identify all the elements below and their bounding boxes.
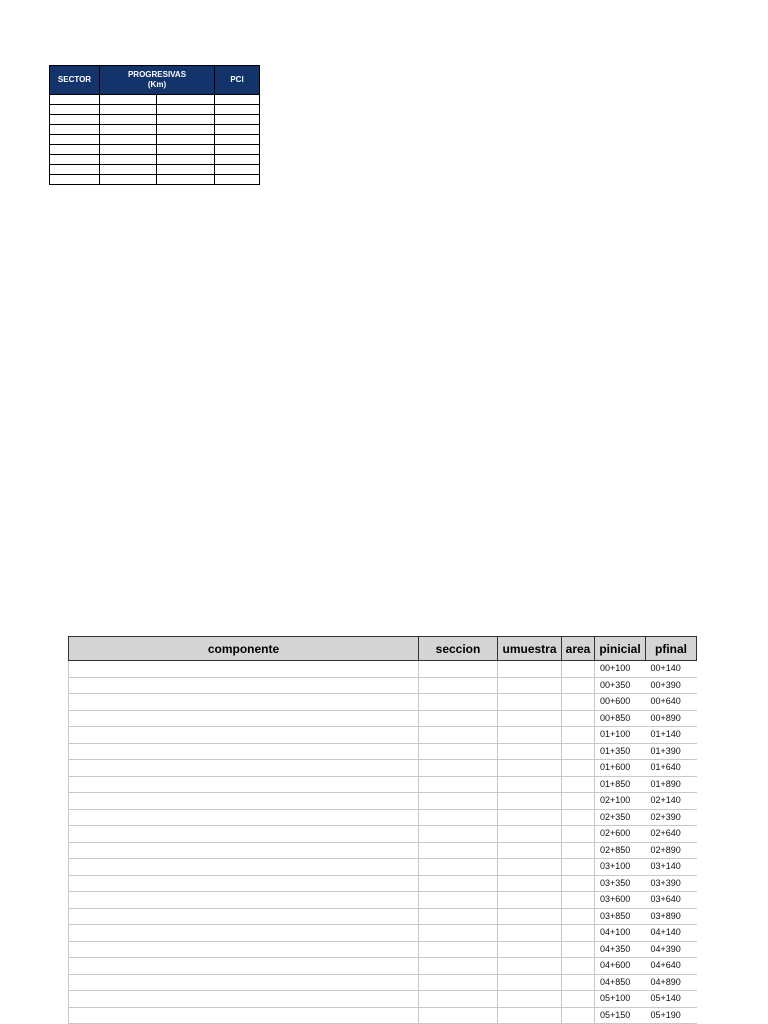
area-cell[interactable]	[562, 743, 595, 760]
seccion-cell[interactable]	[419, 941, 498, 958]
sector-table-header-row	[50, 66, 260, 95]
table-row	[69, 892, 697, 909]
area-cell[interactable]	[562, 941, 595, 958]
table-cell[interactable]	[100, 135, 157, 145]
seccion-cell[interactable]	[419, 776, 498, 793]
pfinal-cell: 04+890	[646, 974, 697, 991]
pinicial-cell: 00+600	[595, 694, 646, 711]
table-row	[69, 743, 697, 760]
sector-table	[49, 65, 260, 185]
seccion-cell[interactable]	[419, 892, 498, 909]
area-cell[interactable]	[562, 958, 595, 975]
umuestra-cell[interactable]	[498, 677, 562, 694]
table-cell[interactable]	[50, 155, 100, 165]
umuestra-cell[interactable]	[498, 793, 562, 810]
table-cell[interactable]	[157, 145, 215, 155]
seccion-cell[interactable]	[419, 760, 498, 777]
umuestra-cell[interactable]	[498, 991, 562, 1008]
componente-cell[interactable]	[69, 710, 419, 727]
componente-cell[interactable]	[69, 677, 419, 694]
umuestra-cell[interactable]	[498, 908, 562, 925]
seccion-cell[interactable]	[419, 875, 498, 892]
table-row	[69, 958, 697, 975]
pinicial-header: pinicial	[595, 637, 646, 661]
table-row	[69, 793, 697, 810]
area-cell[interactable]	[562, 776, 595, 793]
table-cell[interactable]	[50, 105, 100, 115]
componente-cell[interactable]	[69, 743, 419, 760]
pinicial-cell: 02+850	[595, 842, 646, 859]
table-cell[interactable]	[50, 125, 100, 135]
pfinal-cell: 02+390	[646, 809, 697, 826]
table-cell[interactable]	[100, 155, 157, 165]
table-cell[interactable]	[215, 145, 260, 155]
area-cell[interactable]	[562, 1007, 595, 1024]
table-row	[50, 135, 260, 145]
table-row	[69, 760, 697, 777]
table-cell[interactable]	[100, 145, 157, 155]
pfinal-cell: 04+140	[646, 925, 697, 942]
table-cell[interactable]	[157, 115, 215, 125]
component-table-body	[69, 661, 697, 1024]
componente-cell[interactable]	[69, 875, 419, 892]
pfinal-cell: 04+640	[646, 958, 697, 975]
seccion-cell[interactable]	[419, 974, 498, 991]
progresivas-header-unit: (Km)	[147, 80, 167, 89]
sector-header: SECTOR	[50, 66, 100, 95]
table-cell[interactable]	[100, 115, 157, 125]
pfinal-cell: 03+140	[646, 859, 697, 876]
pinicial-cell: 04+350	[595, 941, 646, 958]
table-row	[69, 1007, 697, 1024]
umuestra-cell[interactable]	[498, 859, 562, 876]
umuestra-cell[interactable]	[498, 892, 562, 909]
table-cell[interactable]	[157, 95, 215, 105]
umuestra-cell[interactable]	[498, 809, 562, 826]
table-row	[69, 925, 697, 942]
pinicial-cell: 01+850	[595, 776, 646, 793]
table-cell[interactable]	[215, 155, 260, 165]
pinicial-cell: 01+350	[595, 743, 646, 760]
area-cell[interactable]	[562, 710, 595, 727]
seccion-cell[interactable]	[419, 694, 498, 711]
table-cell[interactable]	[157, 175, 215, 185]
pci-header: PCI	[215, 66, 260, 95]
area-cell[interactable]	[562, 974, 595, 991]
pinicial-cell: 02+100	[595, 793, 646, 810]
area-cell[interactable]	[562, 826, 595, 843]
table-row	[50, 145, 260, 155]
pinicial-cell: 03+850	[595, 908, 646, 925]
progresivas-header-label: PROGRESIVAS	[127, 70, 187, 79]
umuestra-header: umuestra	[498, 637, 562, 661]
pfinal-cell: 01+640	[646, 760, 697, 777]
umuestra-cell[interactable]	[498, 826, 562, 843]
pfinal-cell: 00+890	[646, 710, 697, 727]
progresivas-header	[100, 66, 215, 95]
table-row	[50, 175, 260, 185]
area-cell[interactable]	[562, 908, 595, 925]
pinicial-cell: 00+350	[595, 677, 646, 694]
table-cell[interactable]	[215, 165, 260, 175]
componente-cell[interactable]	[69, 727, 419, 744]
umuestra-cell[interactable]	[498, 842, 562, 859]
seccion-cell[interactable]	[419, 710, 498, 727]
componente-cell[interactable]	[69, 974, 419, 991]
table-row	[69, 842, 697, 859]
seccion-cell[interactable]	[419, 958, 498, 975]
table-cell[interactable]	[215, 115, 260, 125]
area-cell[interactable]	[562, 842, 595, 859]
componente-cell[interactable]	[69, 958, 419, 975]
umuestra-cell[interactable]	[498, 875, 562, 892]
table-row	[69, 809, 697, 826]
table-cell[interactable]	[157, 105, 215, 115]
table-cell[interactable]	[215, 105, 260, 115]
pfinal-cell: 02+140	[646, 793, 697, 810]
table-row	[69, 941, 697, 958]
pfinal-cell: 01+140	[646, 727, 697, 744]
table-row	[69, 661, 697, 678]
seccion-cell[interactable]	[419, 925, 498, 942]
pinicial-cell: 03+100	[595, 859, 646, 876]
seccion-cell[interactable]	[419, 826, 498, 843]
table-row	[69, 727, 697, 744]
area-cell[interactable]	[562, 991, 595, 1008]
table-cell[interactable]	[215, 125, 260, 135]
seccion-header: seccion	[419, 637, 498, 661]
seccion-cell[interactable]	[419, 842, 498, 859]
pinicial-cell: 04+100	[595, 925, 646, 942]
component-table	[68, 636, 697, 1024]
umuestra-cell[interactable]	[498, 661, 562, 678]
pinicial-cell: 02+350	[595, 809, 646, 826]
seccion-cell[interactable]	[419, 809, 498, 826]
table-cell[interactable]	[100, 125, 157, 135]
seccion-cell[interactable]	[419, 859, 498, 876]
table-row	[50, 125, 260, 135]
seccion-cell[interactable]	[419, 908, 498, 925]
pfinal-cell: 01+390	[646, 743, 697, 760]
table-cell[interactable]	[100, 95, 157, 105]
table-cell[interactable]	[100, 165, 157, 175]
componente-cell[interactable]	[69, 991, 419, 1008]
componente-cell[interactable]	[69, 760, 419, 777]
umuestra-cell[interactable]	[498, 974, 562, 991]
pfinal-cell: 00+640	[646, 694, 697, 711]
pinicial-cell: 04+850	[595, 974, 646, 991]
componente-cell[interactable]	[69, 892, 419, 909]
table-cell[interactable]	[215, 175, 260, 185]
table-row	[69, 694, 697, 711]
componente-cell[interactable]	[69, 941, 419, 958]
table-row	[69, 776, 697, 793]
pinicial-cell: 04+600	[595, 958, 646, 975]
componente-cell[interactable]	[69, 925, 419, 942]
pinicial-cell: 05+150	[595, 1007, 646, 1024]
table-cell[interactable]	[215, 135, 260, 145]
area-cell[interactable]	[562, 694, 595, 711]
componente-cell[interactable]	[69, 793, 419, 810]
area-cell[interactable]	[562, 677, 595, 694]
table-row	[69, 991, 697, 1008]
pinicial-cell: 00+100	[595, 661, 646, 678]
table-row	[50, 105, 260, 115]
table-cell[interactable]	[215, 95, 260, 105]
table-cell[interactable]	[100, 175, 157, 185]
table-row	[69, 677, 697, 694]
pinicial-cell: 01+100	[595, 727, 646, 744]
componente-cell[interactable]	[69, 826, 419, 843]
component-table-header-row	[69, 637, 697, 661]
table-cell[interactable]	[157, 155, 215, 165]
pfinal-cell: 04+390	[646, 941, 697, 958]
table-row	[50, 115, 260, 125]
pfinal-cell: 03+640	[646, 892, 697, 909]
pfinal-cell: 02+890	[646, 842, 697, 859]
table-cell[interactable]	[50, 165, 100, 175]
umuestra-cell[interactable]	[498, 958, 562, 975]
pinicial-cell: 02+600	[595, 826, 646, 843]
pfinal-cell: 00+390	[646, 677, 697, 694]
pinicial-cell: 03+350	[595, 875, 646, 892]
componente-cell[interactable]	[69, 809, 419, 826]
table-row	[69, 875, 697, 892]
area-cell[interactable]	[562, 760, 595, 777]
componente-cell[interactable]	[69, 842, 419, 859]
pfinal-header: pfinal	[646, 637, 697, 661]
umuestra-cell[interactable]	[498, 727, 562, 744]
table-row	[50, 165, 260, 175]
table-row	[50, 155, 260, 165]
area-cell[interactable]	[562, 925, 595, 942]
seccion-cell[interactable]	[419, 727, 498, 744]
seccion-cell[interactable]	[419, 1007, 498, 1024]
table-row	[69, 826, 697, 843]
sector-table-body	[50, 95, 260, 185]
table-cell[interactable]	[50, 135, 100, 145]
umuestra-cell[interactable]	[498, 925, 562, 942]
componente-cell[interactable]	[69, 1007, 419, 1024]
area-header: area	[562, 637, 595, 661]
table-row	[69, 859, 697, 876]
area-cell[interactable]	[562, 661, 595, 678]
pinicial-cell: 03+600	[595, 892, 646, 909]
area-cell[interactable]	[562, 892, 595, 909]
pinicial-cell: 05+100	[595, 991, 646, 1008]
pfinal-cell: 03+390	[646, 875, 697, 892]
componente-cell[interactable]	[69, 859, 419, 876]
table-cell[interactable]	[50, 95, 100, 105]
table-cell[interactable]	[50, 115, 100, 125]
pfinal-cell: 02+640	[646, 826, 697, 843]
table-cell[interactable]	[50, 145, 100, 155]
seccion-cell[interactable]	[419, 743, 498, 760]
componente-cell[interactable]	[69, 908, 419, 925]
umuestra-cell[interactable]	[498, 776, 562, 793]
umuestra-cell[interactable]	[498, 941, 562, 958]
componente-cell[interactable]	[69, 694, 419, 711]
componente-cell[interactable]	[69, 776, 419, 793]
table-cell[interactable]	[100, 105, 157, 115]
seccion-cell[interactable]	[419, 677, 498, 694]
pfinal-cell: 01+890	[646, 776, 697, 793]
area-cell[interactable]	[562, 809, 595, 826]
umuestra-cell[interactable]	[498, 710, 562, 727]
pfinal-cell: 05+140	[646, 991, 697, 1008]
table-cell[interactable]	[157, 135, 215, 145]
table-row	[69, 974, 697, 991]
componente-header: componente	[69, 637, 419, 661]
umuestra-cell[interactable]	[498, 694, 562, 711]
pinicial-cell: 01+600	[595, 760, 646, 777]
table-row	[69, 710, 697, 727]
seccion-cell[interactable]	[419, 991, 498, 1008]
area-cell[interactable]	[562, 859, 595, 876]
componente-cell[interactable]	[69, 661, 419, 678]
pfinal-cell: 00+140	[646, 661, 697, 678]
seccion-cell[interactable]	[419, 793, 498, 810]
table-cell[interactable]	[157, 165, 215, 175]
umuestra-cell[interactable]	[498, 743, 562, 760]
area-cell[interactable]	[562, 793, 595, 810]
table-row	[50, 95, 260, 105]
umuestra-cell[interactable]	[498, 1007, 562, 1024]
umuestra-cell[interactable]	[498, 760, 562, 777]
area-cell[interactable]	[562, 875, 595, 892]
pfinal-cell: 05+190	[646, 1007, 697, 1024]
seccion-cell[interactable]	[419, 661, 498, 678]
pinicial-cell: 00+850	[595, 710, 646, 727]
table-cell[interactable]	[157, 125, 215, 135]
table-cell[interactable]	[50, 175, 100, 185]
pfinal-cell: 03+890	[646, 908, 697, 925]
area-cell[interactable]	[562, 727, 595, 744]
table-row	[69, 908, 697, 925]
